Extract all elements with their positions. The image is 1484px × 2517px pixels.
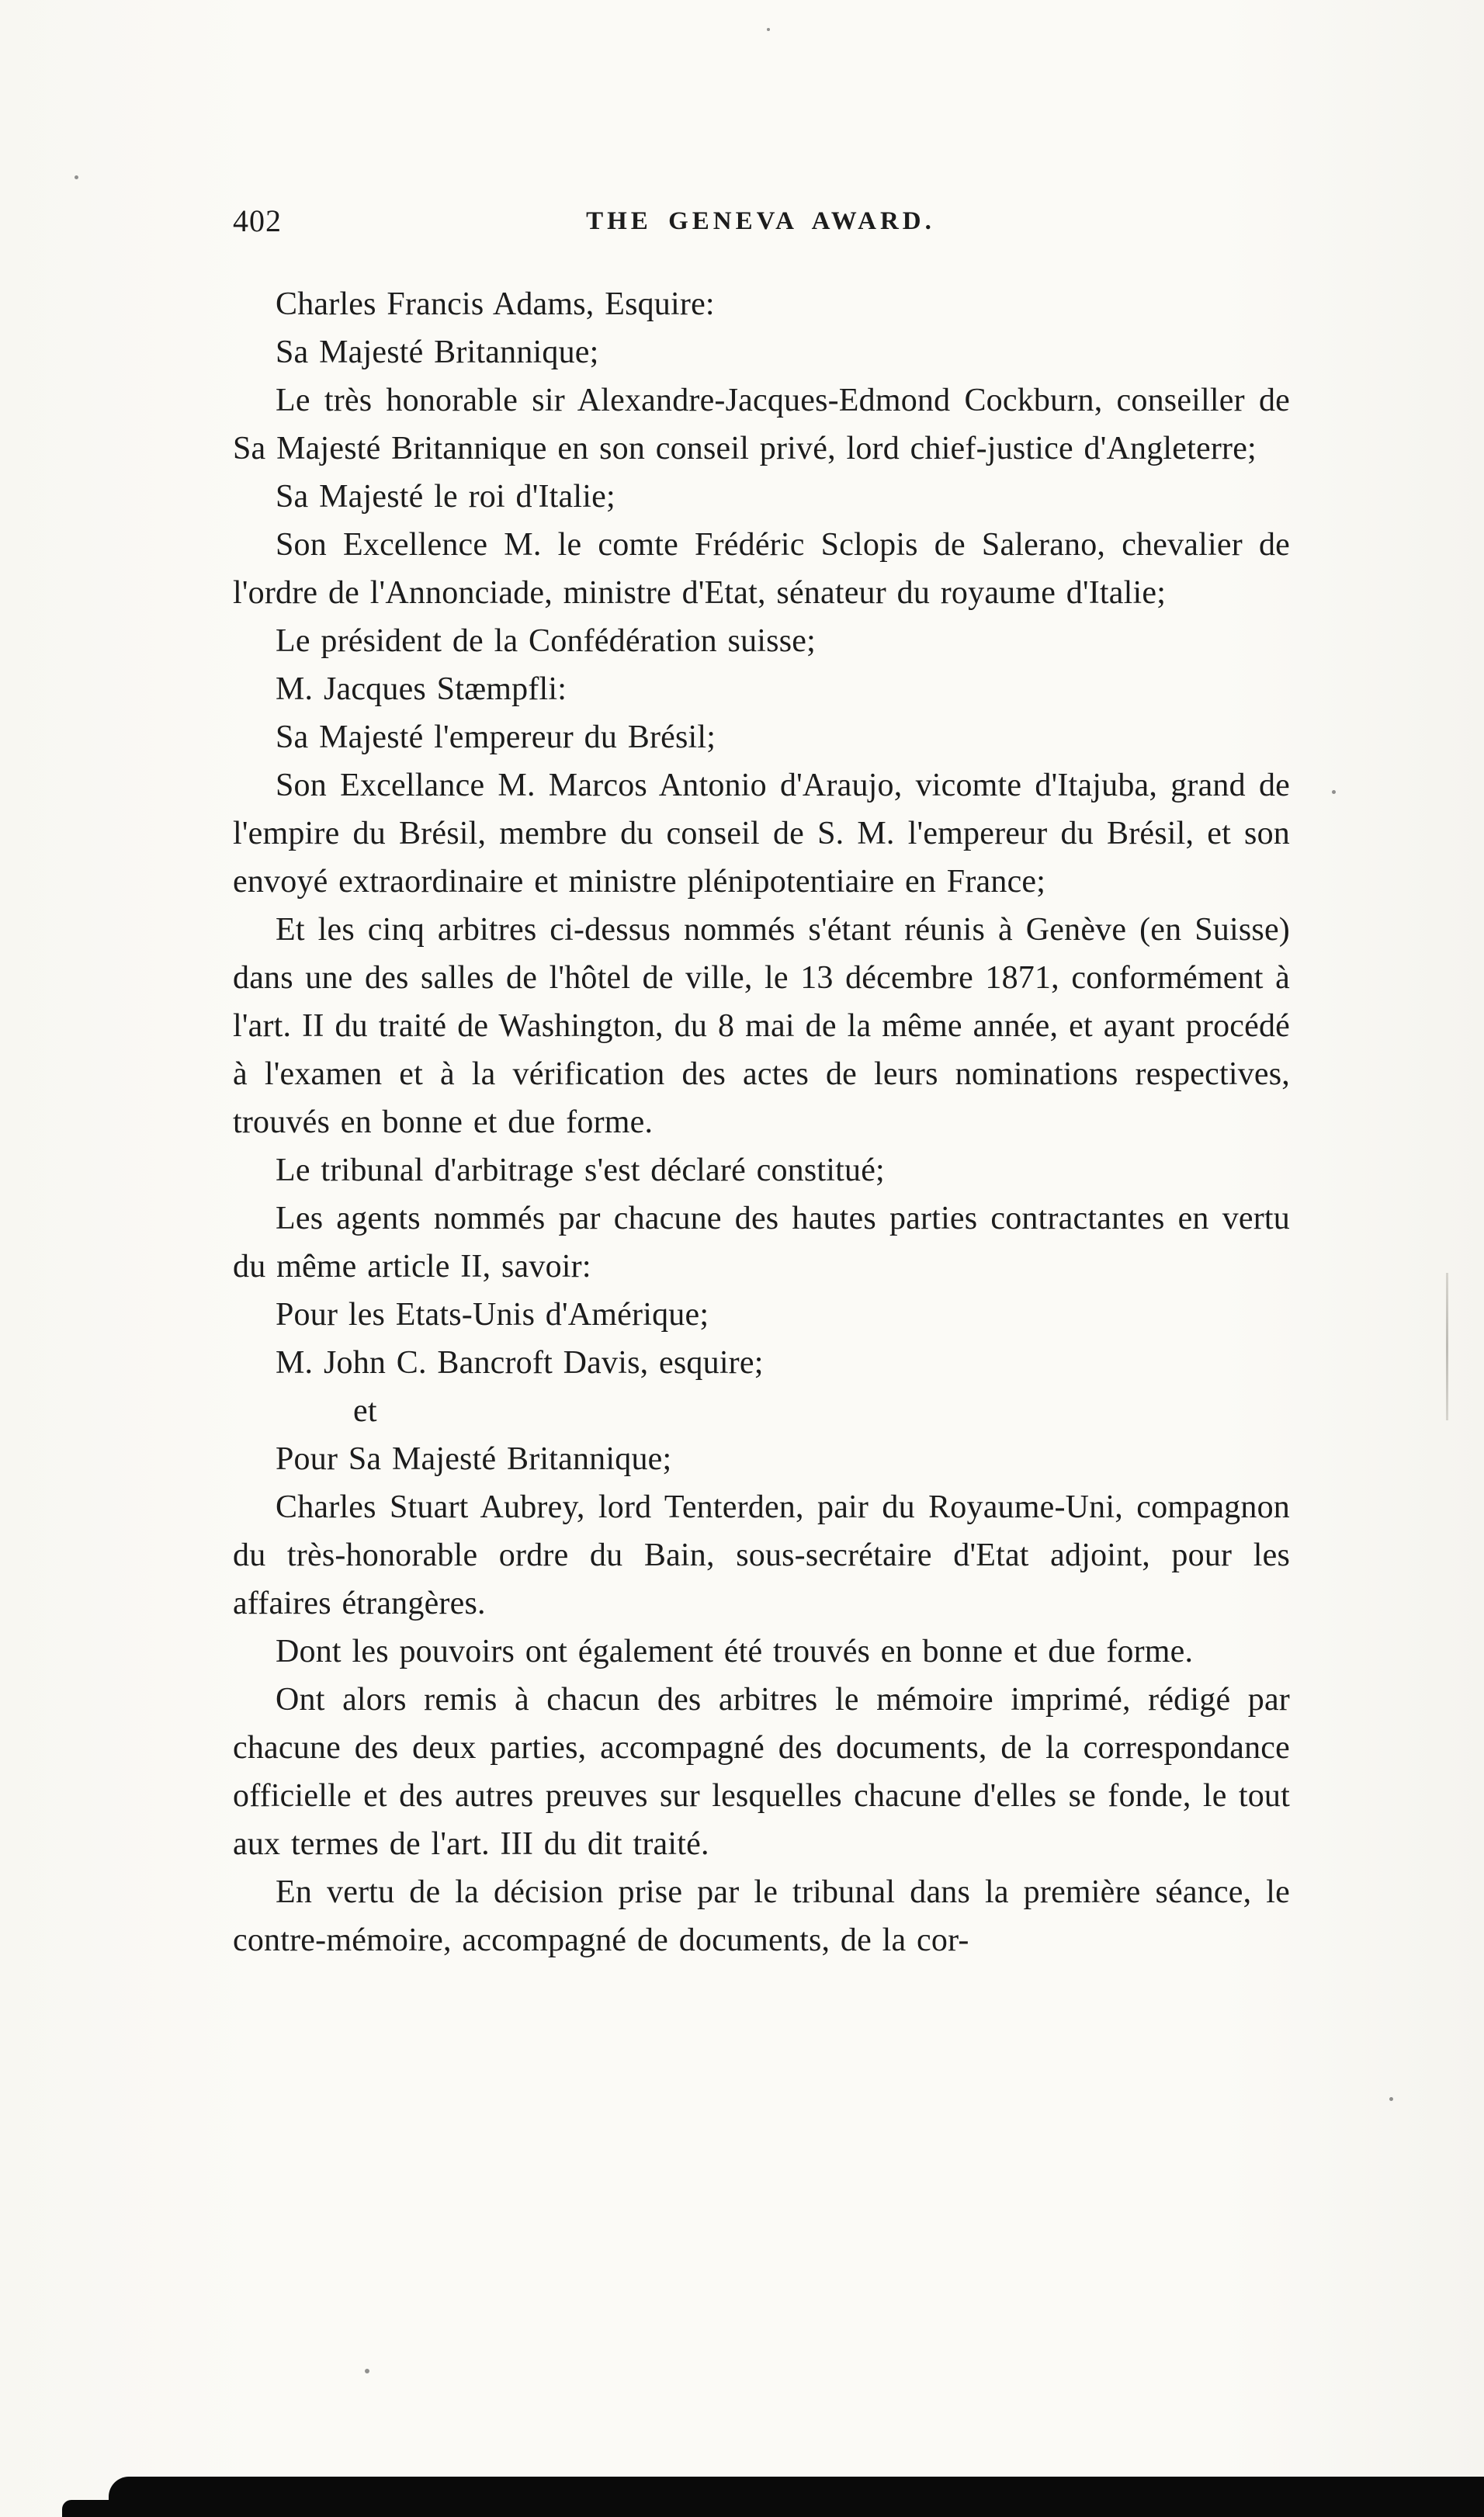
paragraph: Sa Majesté Britannique; (276, 335, 599, 370)
paragraph: Sa Majesté l'empereur du Brésil; (276, 719, 716, 755)
text-block (233, 280, 1290, 1964)
paragraph: Le président de la Confédération suisse; (276, 623, 816, 659)
paragraph: Le très honorable sir Alexandre-Jacques-Edmond Cockburn, conseiller de Sa Majesté Britannique en son conseil privé, lord chief-justice d'Angleterre; (233, 383, 1290, 466)
scan-streak (1446, 1273, 1448, 1420)
scan-speck (75, 175, 78, 179)
paragraph: Le tribunal d'arbitrage s'est déclaré constitué; (276, 1153, 885, 1188)
paragraph: Son Excellance M. Marcos Antonio d'Araujo, vicomte d'Itajuba, grand de l'empire du Brésil, membre du conseil de S. M. l'empereur du Brésil, et son envoyé extraordinaire et ministre plénipotentiaire en France; (233, 768, 1290, 900)
scan-speck (365, 2369, 369, 2373)
paragraph: Dont les pouvoirs ont également été trouvés en bonne et due forme. (276, 1634, 1194, 1669)
paragraph: Ont alors remis à chacun des arbitres le mémoire imprimé, rédigé par chacune des deux parties, accompagné des documents, de la correspondance officielle et des autres preuves sur lesquelles chacune d'elles se fonde, le tout aux termes de l'art. III du dit traité. (233, 1682, 1290, 1862)
paragraph: Et les cinq arbitres ci-dessus nommés s'étant réunis à Genève (en Suisse) dans une des salles de l'hôtel de ville, le 13 décembre 1871, conformément à l'art. II du traité de Washington, du 8 mai de la même année, et ayant procédé à l'examen et à la vérification des actes de leurs nominations respectives, trouvés en bonne et due forme. (233, 912, 1290, 1140)
paragraph: M. Jacques Stæmpfli: (276, 671, 567, 707)
scan-edge-bottom (109, 2477, 1484, 2517)
running-title: THE GENEVA AWARD. (586, 207, 935, 235)
paragraph: Pour les Etats-Unis d'Amérique; (276, 1297, 709, 1333)
paragraph: et (353, 1393, 377, 1429)
page-header (233, 198, 1288, 248)
paragraph: M. John C. Bancroft Davis, esquire; (276, 1345, 764, 1381)
page-number: 402 (233, 203, 282, 238)
scan-speck (1332, 790, 1336, 794)
paragraph: En vertu de la décision prise par le tribunal dans la première séance, le contre-mémoire, accompagné de documents, de la cor- (233, 1874, 1290, 1958)
paragraph: Son Excellence M. le comte Frédéric Sclopis de Salerano, chevalier de l'ordre de l'Annonciade, ministre d'Etat, sénateur du royaume d'Italie; (233, 527, 1290, 611)
paragraph: Pour Sa Majesté Britannique; (276, 1441, 672, 1477)
scan-speck (1389, 2097, 1393, 2101)
paragraph: Charles Stuart Aubrey, lord Tenterden, pair du Royaume-Uni, compagnon du très-honorable ordre du Bain, sous-secrétaire d'Etat adjoint, pour les affaires étrangères. (233, 1489, 1290, 1621)
scan-speck (767, 28, 770, 31)
paragraph: Sa Majesté le roi d'Italie; (276, 479, 615, 515)
paragraph: Charles Francis Adams, Esquire: (276, 286, 715, 322)
paragraph: Les agents nommés par chacune des hautes parties contractantes en vertu du même article II, savoir: (233, 1201, 1290, 1285)
